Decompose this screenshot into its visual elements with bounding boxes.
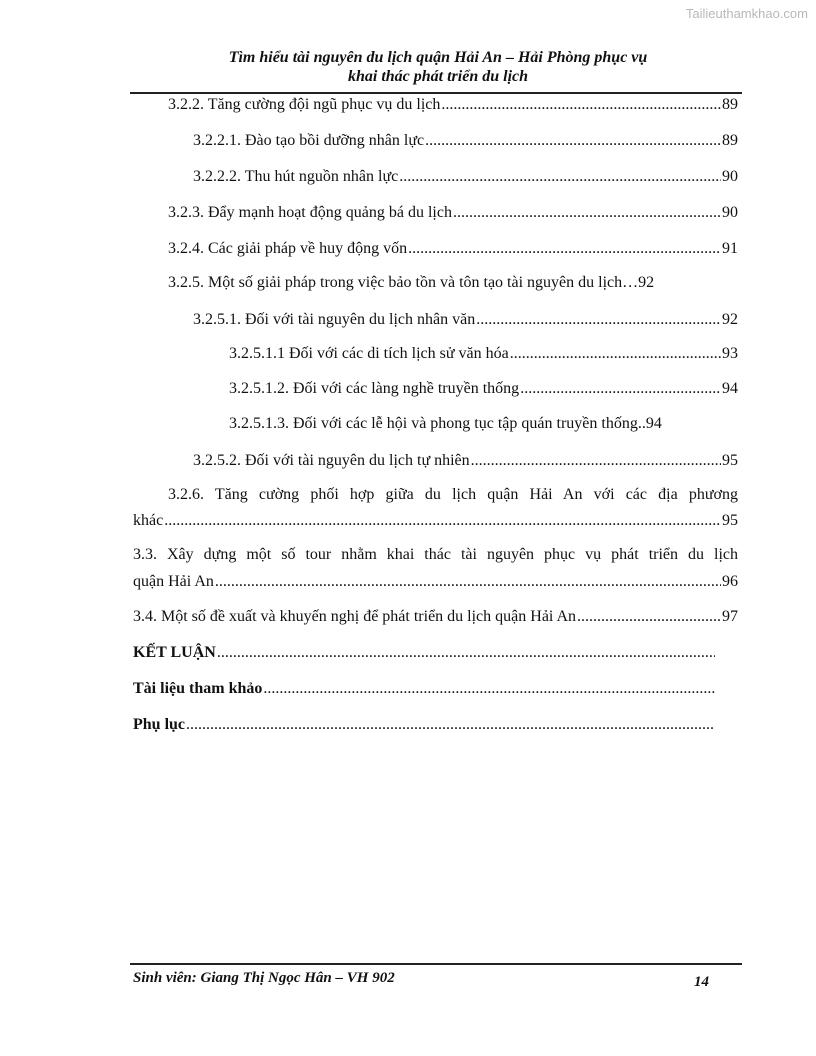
toc-entry-label: khác [133,512,164,529]
toc-entry-label: 3.2.2.1. Đào tạo bồi dưỡng nhân lực [193,132,425,149]
toc-entry-page: 90 [722,168,738,185]
header-divider [130,92,742,94]
toc-entry-label: quận Hải An [133,573,214,590]
toc-leader-dots [399,168,721,186]
toc-entry[interactable] [229,345,738,363]
toc-entry[interactable] [133,512,738,530]
toc-entry-page: 92 [722,311,738,328]
toc-entry[interactable] [229,380,738,398]
header-line-2: khai thác phát triển du lịch [347,68,529,85]
toc-leader-dots [577,608,721,626]
toc-entry[interactable] [193,132,738,150]
toc-entry-page: 89 [722,96,738,113]
header-line-1: Tìm hiểu tài nguyên du lịch quận Hải An – Hải Phòng phục vụ [228,49,648,66]
toc-leader-dots [217,644,715,662]
toc-leader-dots [263,680,715,698]
toc-entry-label: 3.4. Một số đề xuất và khuyến nghị để phát triển du lịch quận Hải An [133,608,577,625]
toc-entry-page: 97 [722,608,738,625]
toc-entry[interactable] [193,311,738,329]
toc-entry-page: 89 [722,132,738,149]
toc-entry-page: 90 [722,204,738,221]
toc-entry-line-1[interactable]: 3.2.6. Tăng cường phối hợp giữa du lịch quận Hải An với các địa phương [168,486,738,503]
toc-entry[interactable] [168,240,738,258]
toc-entry[interactable] [168,96,738,114]
toc-entry-label: 3.2.3. Đẩy mạnh hoạt động quảng bá du lịch [168,204,452,221]
toc-leader-dots [453,204,721,222]
toc-entry-label: 3.2.5. Một số giải pháp trong việc bảo tồn và tôn tạo tài nguyên du lịch…92 [168,274,655,291]
toc-entry[interactable] [133,716,716,734]
toc-entry-label: 3.2.5.1.3. Đối với các lễ hội và phong tục tập quán truyền thống..94 [229,415,662,432]
toc-entry[interactable] [193,168,738,186]
toc-leader-dots [441,96,721,114]
toc-entry-label: 3.2.4. Các giải pháp về huy động vốn [168,240,408,257]
toc-entry[interactable] [133,573,738,591]
toc-entry-page: 96 [722,573,738,590]
toc-entry-label: 3.2.5.2. Đối với tài nguyên du lịch tự nhiên [193,452,470,469]
toc-entry[interactable] [229,415,662,433]
toc-entry-page: 95 [722,452,738,469]
toc-entry-line-1[interactable]: 3.3. Xây dựng một số tour nhằm khai thác tài nguyên phục vụ phát triển du lịch [133,546,738,563]
toc-entry-label: KẾT LUẬN [133,644,216,661]
toc-entry-label: 3.2.2. Tăng cường đội ngũ phục vụ du lịch [168,96,441,113]
toc-leader-dots [510,345,721,363]
toc-entry-label: 3.2.5.1.1 Đối với các di tích lịch sử văn hóa [229,345,509,362]
toc-leader-dots [215,573,721,591]
toc-entry-label: 3.2.5.1.2. Đối với các làng nghề truyền thống [229,380,520,397]
toc-entry-page: 94 [722,380,738,397]
toc-entry[interactable] [133,608,738,626]
footer-page-number: 14 [694,974,709,990]
footer-divider [130,963,742,965]
toc-entry[interactable] [168,204,738,222]
toc-entry-page: 91 [722,240,738,257]
toc-entry[interactable] [193,452,738,470]
toc-entry-page: 93 [722,345,738,362]
toc-leader-dots [476,311,721,329]
toc-leader-dots [520,380,721,398]
toc-entry[interactable] [133,680,716,698]
toc-entry-label: 3.2.2.2. Thu hút nguồn nhân lực [193,168,399,185]
watermark: Tailieuthamkhao.com [685,6,808,21]
page-header [133,48,743,86]
toc-entry-page: 95 [722,512,738,529]
toc-leader-dots [164,512,721,530]
toc-leader-dots [471,452,721,470]
toc-entry[interactable] [133,644,716,662]
toc-leader-dots [186,716,715,734]
toc-entry[interactable] [168,274,654,292]
toc-leader-dots [425,132,721,150]
toc-entry-label: Tài liệu tham khảo [133,680,263,697]
toc-leader-dots [408,240,721,258]
toc-entry-label: 3.2.5.1. Đối với tài nguyên du lịch nhân văn [193,311,476,328]
toc-entry-label: Phụ lục [133,716,186,733]
footer-student: Sinh viên: Giang Thị Ngọc Hân – VH 902 [133,970,395,986]
